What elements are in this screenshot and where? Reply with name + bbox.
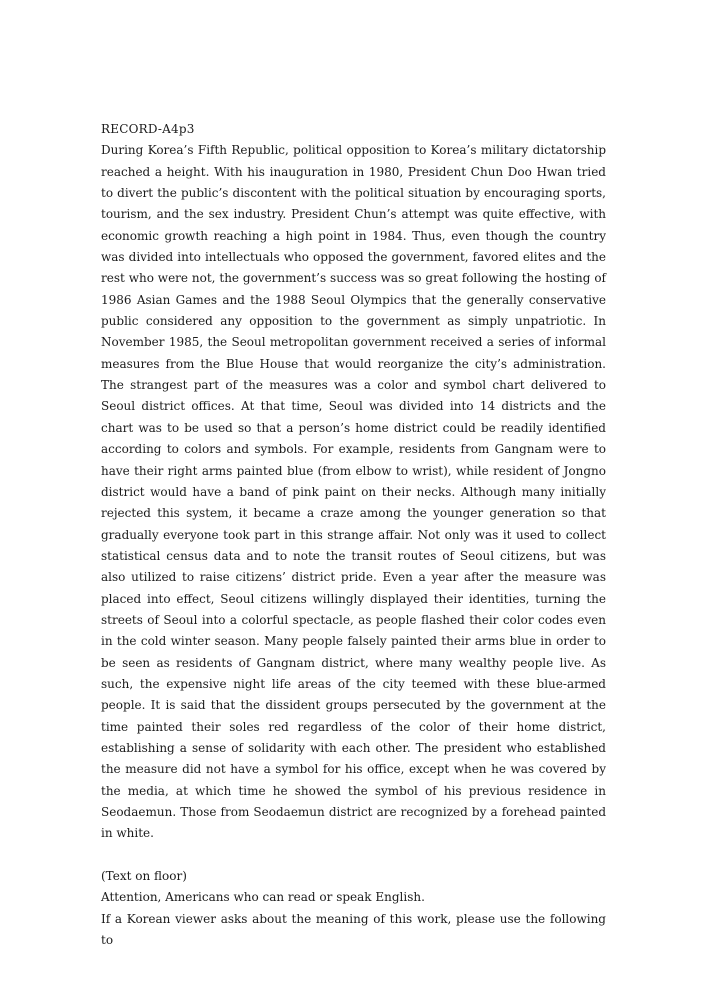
body-paragraph: During Korea’s Fifth Republic, political opposition to Korea’s military dictatorship reached a height. With his inauguration in 1980, President Chun Doo Hwan tried to divert the public’s discontent with the political situation by encouraging sports, tourism, and the sex industry. President Chun’s attempt was quite effective, with economic growth reaching a high point in 1984. Thus, even though the country was divided into intellectuals who opposed the government, favored elites and the rest who were not, the government’s success was so great following the hosting of 1986 Asian Games and the 1988 Seoul Olympics that the generally conservative public considered any opposition to the government as simply unpatriotic. In November 1985, the Seoul metropolitan government received a series of informal measures from the Blue House that would reorganize the city’s administration. The strangest part of the measures was a color and symbol chart delivered to Seoul district offices. At that time, Seoul was divided into 14 districts and the chart was to be used so that a person’s home district could be readily identified according to colors and symbols. For example, residents from Gangnam were to have their right arms painted blue (from elbow to wrist), while resident of Jongno district would have a band of pink paint on their necks. Although many initially rejected this system, it became a craze among the younger generation so that gradually everyone took part in this strange affair. Not only was it used to collect statistical census data and to note the transit routes of Seoul citizens, but was also utilized to raise citizens’ district pride. Even a year after the measure was placed into effect, Seoul citizens willingly displayed their identities, turning the streets of Seoul into a colorful spectacle, as people flashed their color codes even in the cold winter season. Many people falsely painted their arms blue in order to be seen as residents of Gangnam district, where many wealthy people live. As such, the expensive night life areas of the city teemed with these blue-armed people. It is said that the dissident groups persecuted by the government at the time painted their soles red regardless of the color of their home district, establishing a sense of solidarity with each other. The president who established the measure did not have a symbol for his office, except when he was covered by the media, at which time he showed the symbol of his previous residence in Seodaemun. Those from Seodaemun district are recognized by a forehead painted in white. (101, 143, 606, 841)
document-title: RECORD-A4p3 (101, 122, 195, 136)
floor-text-line-2: If a Korean viewer asks about the meaning of this work, please use the following to (101, 911, 606, 948)
paragraph-spacer (101, 845, 606, 866)
document-content (101, 119, 606, 951)
floor-text-label: (Text on floor) (101, 869, 187, 884)
floor-text-line-1: Attention, Americans who can read or speak English. (101, 890, 425, 905)
